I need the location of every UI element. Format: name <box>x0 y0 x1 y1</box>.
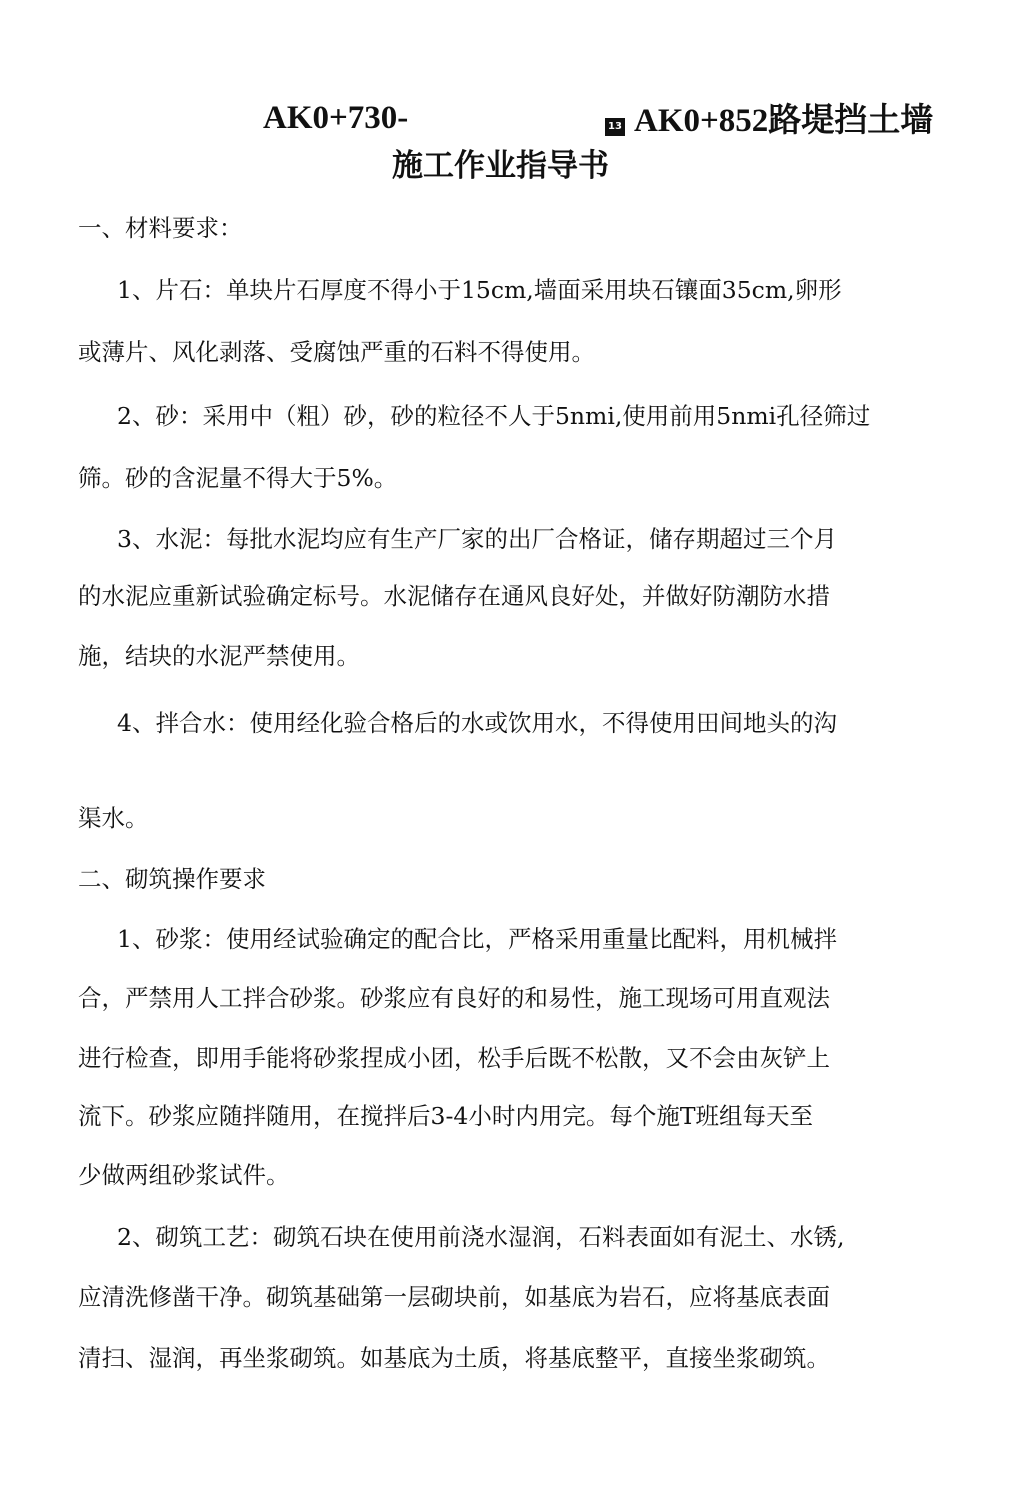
paragraph-line: 筛。砂的含泥量不得大于5%。 <box>78 464 398 492</box>
paragraph-line: 流下。砂浆应随拌随用，在搅拌后3-4小时内用完。每个施T班组每天至 <box>78 1102 814 1130</box>
paragraph-line: 少做两组砂浆试件。 <box>78 1161 290 1189</box>
paragraph-line: 2、砂：采用中（粗）砂，砂的粒径不人于5nmi,使用前用5nmi孔径筛过 <box>117 402 871 430</box>
paragraph-line: 2、砌筑工艺：砌筑石块在使用前浇水湿润，石料表面如有泥土、水锈, <box>117 1223 845 1251</box>
page-number-badge: 13 <box>605 118 625 136</box>
paragraph-line: 进行检查，即用手能将砂浆捏成小团，松手后既不松散，又不会由灰铲上 <box>78 1044 830 1072</box>
paragraph-line: 渠水。 <box>78 804 149 832</box>
paragraph-line: 1、片石：单块片石厚度不得小于15cm,墙面采用块石镶面35cm,卵形 <box>117 276 842 304</box>
paragraph-line: 3、水泥：每批水泥均应有生产厂家的出厂合格证，储存期超过三个月 <box>117 525 837 553</box>
section-heading-masonry: 二、砌筑操作要求 <box>78 865 266 893</box>
section-heading-materials: 一、材料要求： <box>78 214 243 242</box>
paragraph-line: 1、砂浆：使用经试验确定的配合比，严格采用重量比配料，用机械拌 <box>117 925 837 953</box>
paragraph-line: 合，严禁用人工拌合砂浆。砂浆应有良好的和易性，施工现场可用直观法 <box>78 984 830 1012</box>
paragraph-line: 的水泥应重新试验确定标号。水泥储存在通风良好处，并做好防潮防水措 <box>78 582 830 610</box>
paragraph-line: 清扫、湿润，再坐浆砌筑。如基底为土质，将基底整平，直接坐浆砌筑。 <box>78 1344 830 1372</box>
title-chainage-start: AK0+730- <box>263 100 409 136</box>
paragraph-line: 或薄片、风化剥落、受腐蚀严重的石料不得使用。 <box>78 338 595 366</box>
title-document-name: 施工作业指导书 <box>392 148 609 184</box>
paragraph-line: 4、拌合水：使用经化验合格后的水或饮用水，不得使用田间地头的沟 <box>117 709 837 737</box>
title-chainage-end: AK0+852路堤挡土墙 <box>634 103 934 139</box>
paragraph-line: 应清洗修凿干净。砌筑基础第一层砌块前，如基底为岩石，应将基底表面 <box>78 1283 830 1311</box>
paragraph-line: 施，结块的水泥严禁使用。 <box>78 642 360 670</box>
